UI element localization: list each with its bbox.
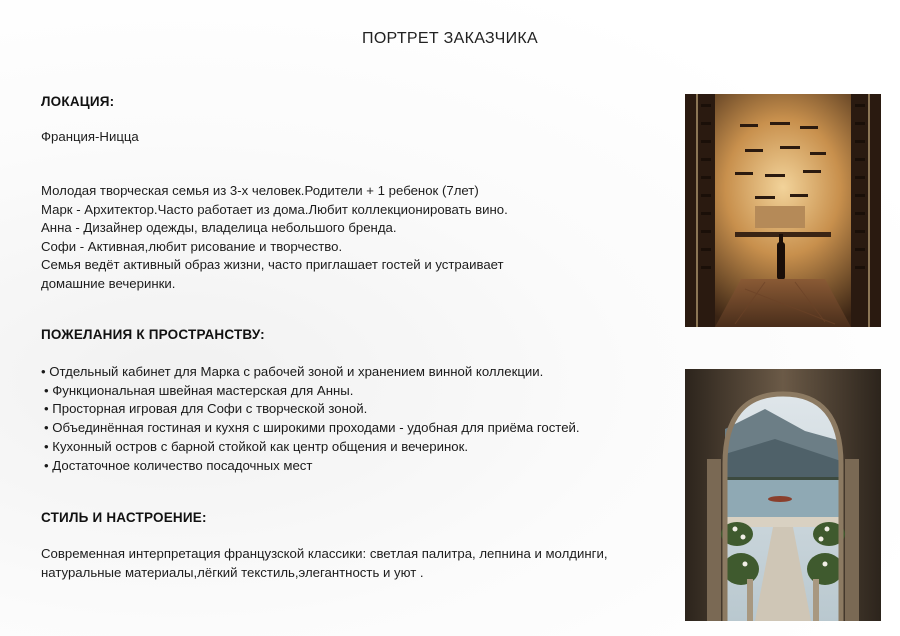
list-item: • Функциональная швейная мастерская для Анны. [44, 382, 354, 398]
page-title: ПОРТРЕТ ЗАКАЗЧИКА [362, 30, 538, 47]
wishes-heading: ПОЖЕЛАНИЯ К ПРОСТРАНСТВУ: [41, 327, 265, 342]
family-line: Софи - Активная,любит рисование и творчество. [41, 238, 343, 254]
list-item: • Достаточное количество посадочных мест [44, 457, 313, 473]
style-line: натуральные материалы,лёгкий текстиль,элегантность и уют . [41, 564, 424, 580]
wine-cellar-photo [685, 94, 881, 327]
family-description [41, 182, 508, 293]
arch-lake-view-photo [685, 369, 881, 621]
location-value: Франция-Ницца [41, 129, 139, 144]
family-line: Молодая творческая семья из 3-х человек.Родители + 1 ребенок (7лет) [41, 183, 479, 198]
list-item: • Просторная игровая для Софи с творческой зоной. [44, 401, 368, 417]
style-line: Современная интерпретация французской классики: светлая палитра, лепнина и молдинги, [41, 546, 608, 561]
style-heading: СТИЛЬ И НАСТРОЕНИЕ: [41, 510, 207, 525]
list-item: • Объединённая гостиная и кухня с широкими проходами - удобная для приёма гостей. [44, 420, 580, 436]
family-line: Семья ведёт активный образ жизни, часто приглашает гостей и устраивает [41, 257, 504, 272]
list-item: • Отдельный кабинет для Марка с рабочей зоной и хранением винной коллекции. [41, 364, 544, 379]
family-line: Марк - Архитектор.Часто работает из дома.Любит коллекционировать вино. [41, 201, 508, 217]
style-description [41, 545, 607, 582]
family-line: домашние вечеринки. [41, 275, 176, 291]
list-item: • Кухонный остров с барной стойкой как центр общения и вечеринок. [44, 438, 469, 454]
wishes-list [41, 363, 580, 475]
family-line: Анна - Дизайнер одежды, владелица небольшого бренда. [41, 220, 397, 235]
location-heading: ЛОКАЦИЯ: [41, 94, 115, 109]
